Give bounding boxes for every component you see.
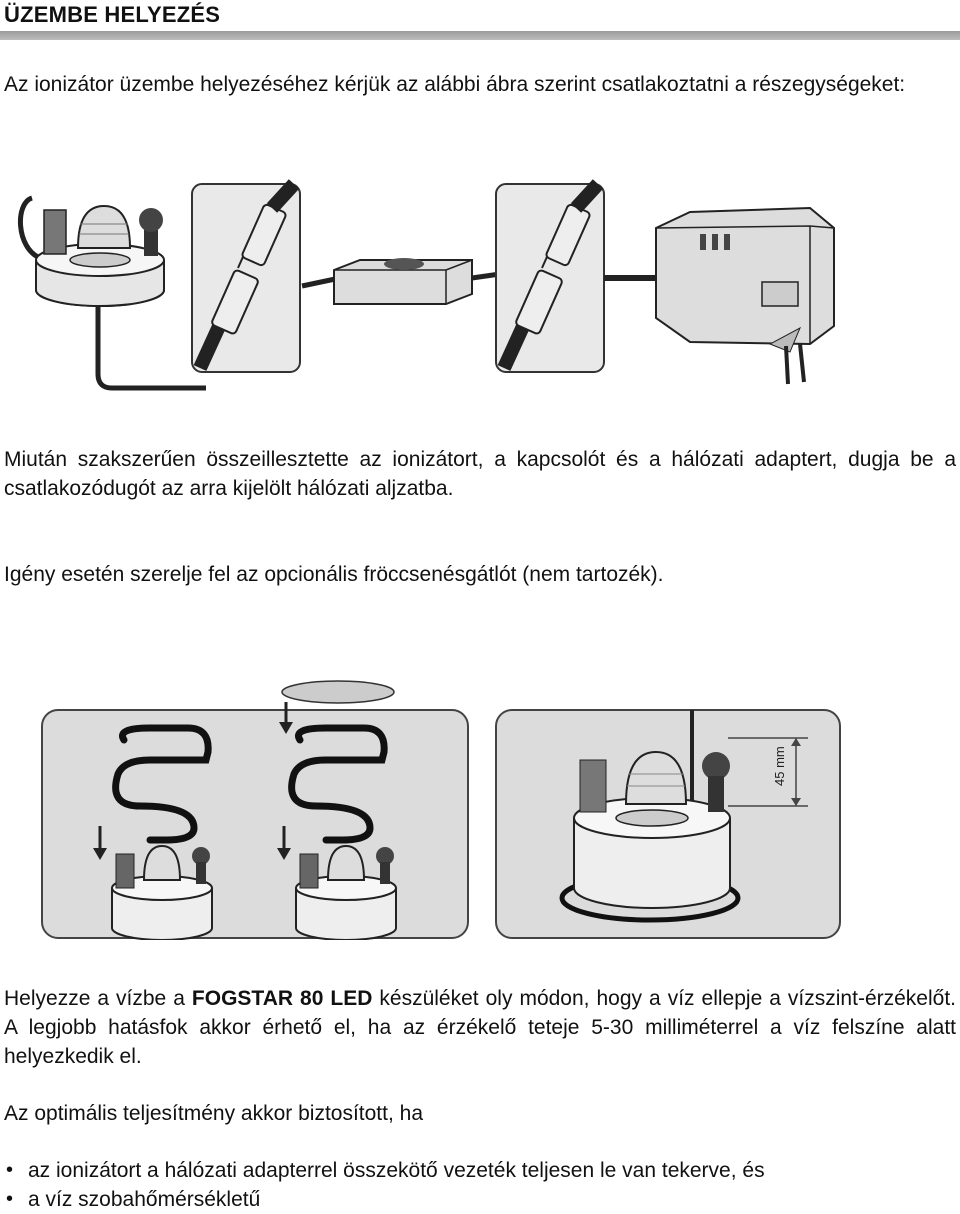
list-item: • az ionizátort a hálózati adapterrel összekötő vezeték teljesen le van tekerve, és	[4, 1156, 765, 1185]
placement-text-after: készüléket oly módon, hogy a víz ellepje a vízszint-érzékelőt. A legjobb hatásfok akkor érhető el, ha az érzékelő teteje 5-30 milliméterrel a víz felszíne alatt helyezkedik el.	[4, 987, 956, 1068]
depth-label: 45 mm	[772, 746, 787, 786]
installation-diagram	[0, 666, 960, 940]
water-level-panel	[496, 710, 840, 938]
connector-panel-2	[496, 184, 660, 372]
list-item: • a víz szobahőmérsékletű	[4, 1185, 765, 1214]
placement-paragraph	[4, 984, 956, 1071]
power-adapter-illustration	[656, 208, 834, 384]
ionizer-unit-illustration	[20, 198, 206, 388]
connector-panel-1	[192, 184, 300, 372]
title-divider	[0, 31, 960, 40]
conditions-list	[4, 1156, 765, 1214]
connection-diagram	[0, 178, 960, 396]
placement-text-before: Helyezze a vízbe a	[4, 987, 192, 1010]
optional-paragraph: Igény esetén szerelje fel az opcionális fröccsenésgátlót (nem tartozék).	[4, 563, 664, 586]
section-title: ÜZEMBE HELYEZÉS	[4, 2, 221, 27]
assembly-paragraph: Miután szakszerűen összeillesztette az ionizátort, a kapcsolót és a hálózati adaptert, dugja be a csatlakozódugót az arra kijelölt hálózati aljzatba.	[4, 448, 956, 500]
optimal-paragraph: Az optimális teljesítmény akkor biztosított, ha	[4, 1102, 424, 1125]
switch-illustration	[302, 258, 500, 304]
splash-guard-disc	[282, 681, 394, 703]
intro-paragraph: Az ionizátor üzembe helyezéséhez kérjük az alábbi ábra szerint csatlakoztatni a részegységeket:	[4, 73, 906, 96]
product-name: FOGSTAR 80 LED	[191, 987, 373, 1010]
splash-guard-panel	[42, 702, 468, 940]
